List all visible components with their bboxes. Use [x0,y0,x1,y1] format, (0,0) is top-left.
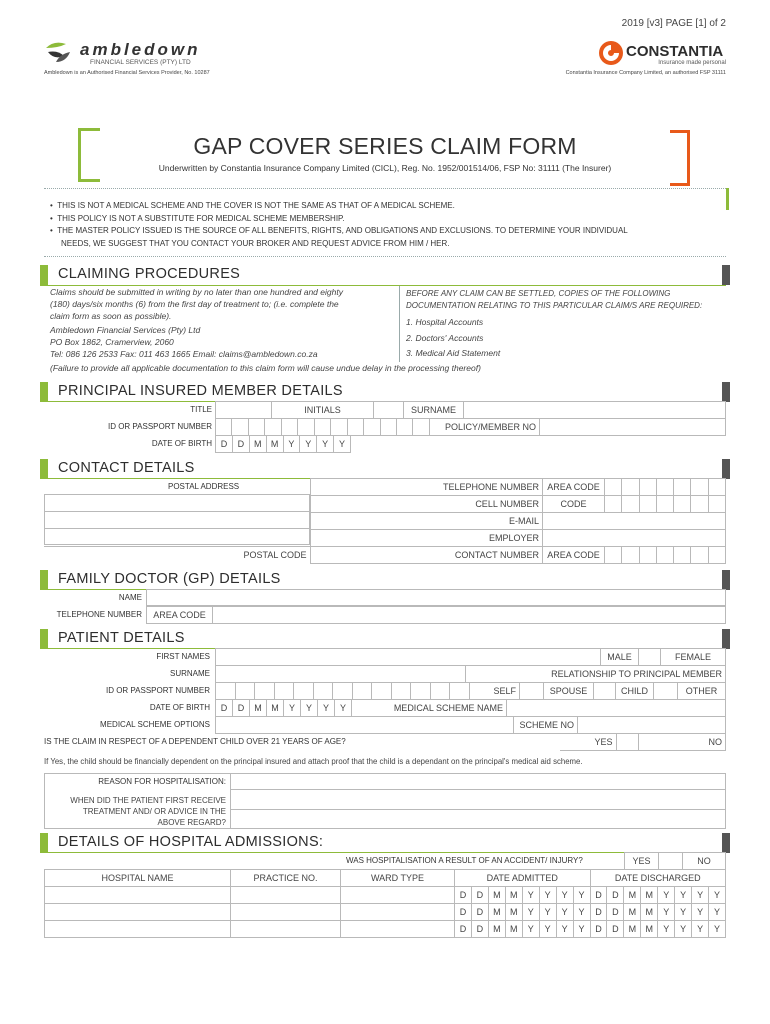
hospital-row [45,904,726,921]
admit-date-cell[interactable]: Y [556,921,573,938]
constantia-fsp: Constantia Insurance Company Limited, an authorised FSP 31111 [565,70,726,76]
tel-digit[interactable] [605,479,622,496]
admit-date-cell[interactable]: Y [573,904,590,921]
dob-cell[interactable]: Y [318,700,335,717]
discharge-date-cell[interactable]: D [590,887,607,904]
postal-line [44,511,310,512]
ambledown-name: ambledown [80,40,201,59]
hospital-name-input[interactable] [45,887,231,904]
principal-id-label: ID OR PASSPORT NUMBER [107,422,212,431]
male-checkbox[interactable] [639,649,661,666]
other-label: OTHER [678,683,726,700]
claiming-divider-vert [399,286,400,362]
patient-surname-input[interactable] [216,666,466,683]
patient-bar [40,629,48,649]
hospital-header-row [45,870,726,887]
admit-date-cell[interactable]: D [455,887,472,904]
id-digit[interactable] [364,419,380,436]
gp-tel-input[interactable] [213,607,726,624]
contact-digit[interactable] [674,547,691,564]
discharge-date-cell[interactable]: M [624,921,641,938]
cell-digit[interactable] [605,496,622,513]
accident-no-label: NO [683,853,726,870]
initials-input[interactable] [374,402,404,419]
discharge-date-cell[interactable]: Y [692,921,709,938]
id-digit[interactable] [294,683,314,700]
notice-divider-top [44,188,726,189]
practice-no-input[interactable] [231,904,341,921]
gp-title: FAMILY DOCTOR (GP) DETAILS [58,571,281,587]
id-digit[interactable] [391,683,411,700]
practice-no-input[interactable] [231,887,341,904]
dependent-row [560,733,726,751]
ward-type-input[interactable] [341,921,455,938]
postal-address-box[interactable] [44,494,310,545]
notice-divider-bottom [44,256,726,257]
postal-address-label: POSTAL ADDRESS [168,482,240,491]
id-digit[interactable] [314,419,330,436]
surname-row [215,665,726,683]
discharge-date-cell[interactable]: D [607,887,624,904]
spouse-checkbox[interactable] [594,683,616,700]
spouse-label: SPOUSE [544,683,594,700]
id-digit[interactable] [430,683,450,700]
surname-input[interactable] [464,402,726,419]
admit-date-cell[interactable]: Y [522,904,539,921]
policy-input[interactable] [540,419,726,436]
dob-cell[interactable]: Y [284,700,301,717]
tel-digit[interactable] [691,479,708,496]
first-names-row [215,648,726,666]
tel-digit[interactable] [674,479,691,496]
male-label: MALE [601,649,639,666]
admit-date-cell[interactable]: Y [539,904,556,921]
id-digit[interactable] [274,683,294,700]
principal-bar [40,382,48,402]
ambledown-leaf-icon [44,40,72,66]
admit-date-cell[interactable]: Y [522,887,539,904]
date-discharged-header: DATE DISCHARGED [590,870,726,887]
contact-digit[interactable] [605,547,622,564]
ambledown-subtitle: FINANCIAL SERVICES (PTY) LTD [90,59,191,66]
policy-label: POLICY/MEMBER NO [430,419,540,436]
initials-label: INITIALS [272,402,374,419]
discharge-date-cell[interactable]: D [607,921,624,938]
principal-dob-row[interactable] [215,435,351,453]
self-checkbox[interactable] [520,683,544,700]
gp-bar [40,570,48,590]
patient-right-cap [722,629,730,649]
admit-date-cell[interactable]: D [471,904,488,921]
contact-area-code[interactable]: AREA CODE [543,547,605,564]
form-title: GAP COVER SERIES CLAIM FORM [193,133,577,159]
first-names-label: FIRST NAMES [156,652,210,661]
admit-date-cell[interactable]: M [505,887,522,904]
when-line [230,809,726,810]
id-digit[interactable] [248,419,264,436]
scheme-name-label: MEDICAL SCHEME NAME [352,700,507,717]
cell-digit[interactable] [639,496,656,513]
constantia-name: CONSTANTIA [626,43,724,60]
contact-digit[interactable] [691,547,708,564]
id-digit[interactable] [265,419,281,436]
ward-type-input[interactable] [341,904,455,921]
employer-input[interactable] [543,530,726,547]
accident-yes-checkbox[interactable] [659,853,683,870]
admit-date-cell[interactable]: Y [556,887,573,904]
claiming-docs [406,315,500,362]
doc-doctors: 2. Doctors' Accounts [406,332,484,343]
dob-cell[interactable]: M [249,436,266,453]
postal-code-row [44,546,311,564]
admit-date-cell[interactable]: M [505,904,522,921]
cell-digit[interactable] [674,496,691,513]
constantia-logo [598,40,728,70]
discharge-date-cell[interactable]: M [641,904,658,921]
id-digit[interactable] [411,683,431,700]
principal-title-label: TITLE [190,405,212,414]
reason-label: REASON FOR HOSPITALISATION: [98,777,226,786]
female-label: FEMALE [661,649,726,666]
discharge-date-cell[interactable]: D [607,904,624,921]
claiming-failure-note: (Failure to provide all applicable documentation to this claim form will cause undue delay in the processing thereof) [50,363,481,373]
principal-right-cap [722,382,730,402]
telephone-area-code[interactable]: AREA CODE [543,479,605,496]
tel-digit[interactable] [639,479,656,496]
admit-date-cell[interactable]: Y [573,887,590,904]
discharge-date-cell[interactable]: M [624,887,641,904]
tel-digit[interactable] [622,479,639,496]
dob-cell[interactable]: Y [301,700,318,717]
constantia-swirl-icon [598,40,624,66]
telephone-label: TELEPHONE NUMBER [311,479,543,496]
admit-date-cell[interactable]: Y [556,904,573,921]
patient-dob-row [215,699,726,717]
first-names-input[interactable] [216,649,601,666]
discharge-date-cell[interactable]: Y [709,887,726,904]
discharge-date-cell[interactable]: Y [709,921,726,938]
claiming-right-cap [722,265,730,285]
relationship-label: RELATIONSHIP TO PRINCIPAL MEMBER [466,666,726,683]
discharge-date-cell[interactable]: Y [658,904,675,921]
id-digit[interactable] [333,683,353,700]
dependent-no-label: NO [638,734,726,751]
cell-digit[interactable] [708,496,725,513]
employer-label: EMPLOYER [311,530,543,547]
gp-telephone-label: TELEPHONE NUMBER [56,610,142,619]
discharge-date-cell[interactable]: Y [658,921,675,938]
discharge-date-cell[interactable]: Y [675,887,692,904]
gp-right-cap [722,570,730,590]
practice-no-input[interactable] [231,921,341,938]
hospital-name-input[interactable] [45,921,231,938]
patient-id-row [215,682,726,700]
id-digit[interactable] [352,683,372,700]
constantia-tagline: Insurance made personal [658,60,726,66]
hospital-bar [40,833,48,853]
id-digit[interactable] [281,419,297,436]
dob-cell[interactable]: M [250,700,267,717]
gp-name-input[interactable] [146,589,726,606]
discharge-date-cell[interactable]: D [590,904,607,921]
discharge-date-cell[interactable]: M [641,921,658,938]
principal-dob-label: DATE OF BIRTH [151,439,212,448]
id-digit[interactable] [216,419,232,436]
when-label-block: WHEN DID THE PATIENT FIRST RECEIVE TREATMENT AND/ OR ADVICE IN THE ABOVE REGARD? [70,796,226,827]
id-digit[interactable] [396,419,412,436]
doc-hospital: 1. Hospital Accounts [406,317,484,327]
hospital-name-header: HOSPITAL NAME [45,870,231,887]
dob-cell[interactable]: Y [317,436,334,453]
admit-date-cell[interactable]: D [471,921,488,938]
admit-date-cell[interactable]: Y [573,921,590,938]
id-digit[interactable] [347,419,363,436]
contact-digit[interactable] [639,547,656,564]
patient-title: PATIENT DETAILS [58,630,185,646]
dob-cell[interactable]: M [267,700,284,717]
discharge-date-cell[interactable]: Y [709,904,726,921]
contact-digit[interactable] [656,547,673,564]
hospital-row [45,921,726,938]
child-label: CHILD [616,683,654,700]
id-digit[interactable] [235,683,255,700]
id-digit[interactable] [380,419,396,436]
dob-cell[interactable]: Y [300,436,317,453]
claiming-bar [40,265,48,285]
dependent-note: If Yes, the child should be financially dependent on the principal insured and attach proof that the child is a dependant on the principal's medical aid scheme. [44,757,583,766]
discharge-date-cell[interactable]: D [590,921,607,938]
patient-dob-label: DATE OF BIRTH [149,703,210,712]
cell-label: CELL NUMBER [311,496,543,513]
scheme-no-input[interactable] [578,717,726,734]
ambledown-logo [44,40,214,74]
principal-id-row [215,418,726,436]
id-digit[interactable] [255,683,275,700]
admit-date-cell[interactable]: M [488,904,505,921]
id-digit[interactable] [313,683,333,700]
title-input[interactable] [216,402,272,419]
dob-cell[interactable]: D [233,700,250,717]
admit-date-cell[interactable]: D [455,921,472,938]
dob-cell[interactable]: D [216,436,233,453]
ward-type-header: WARD TYPE [341,870,455,887]
claiming-left-text: Claims should be submitted in writing by no later than one hundred and eighty (180) days/six months (6) from the first day of treatment to; (i.e. complete the claim form as soon as possible). [50,287,343,321]
email-label: E-MAIL [311,513,543,530]
dob-cell[interactable]: D [216,700,233,717]
gp-name-label: NAME [118,593,142,602]
contact-number-label: CONTACT NUMBER [311,547,543,564]
dependent-question: IS THE CLAIM IN RESPECT OF A DEPENDENT CHILD OVER 21 YEARS OF AGE? [44,737,346,746]
contact-digit[interactable] [708,547,725,564]
notice-2: • THIS POLICY IS NOT A SUBSTITUTE FOR MEDICAL SCHEME MEMBERSHIP. [50,213,345,223]
discharge-date-cell[interactable]: M [624,904,641,921]
patient-id-label: ID OR PASSPORT NUMBER [105,686,210,695]
notice-1: • THIS IS NOT A MEDICAL SCHEME AND THE COVER IS NOT THE SAME AS THAT OF A MEDICAL SCHEME. [50,201,455,210]
dob-cell[interactable]: D [232,436,249,453]
contact-bar [40,459,48,479]
scheme-options-label: MEDICAL SCHEME OPTIONS [100,720,210,729]
scheme-options-row [215,716,726,734]
surname-label: SURNAME [404,402,464,419]
id-digit[interactable] [298,419,314,436]
hospital-title: DETAILS OF HOSPITAL ADMISSIONS: [58,834,324,850]
contact-right-cap [722,459,730,479]
page-info: 2019 [v3] PAGE [1] of 2 [621,18,726,29]
discharge-date-cell[interactable]: Y [675,904,692,921]
scheme-name-input[interactable] [507,700,726,717]
admit-date-cell[interactable]: M [488,921,505,938]
discharge-date-cell[interactable]: Y [692,904,709,921]
contact-digit[interactable] [622,547,639,564]
id-digit[interactable] [372,683,392,700]
dob-cell[interactable]: Y [335,700,352,717]
claiming-title: CLAIMING PROCEDURES [58,266,241,282]
notice-3: • THE MASTER POLICY ISSUED IS THE SOURCE OF ALL BENEFITS, RIGHTS, AND OBLIGATIONS AND EXCLUSIONS. TO DETERMINE YOUR INDIVIDUAL [50,226,628,235]
id-digit[interactable] [413,419,430,436]
accident-row [624,852,726,870]
gp-telephone-row [146,606,726,624]
cell-digit[interactable] [622,496,639,513]
date-admitted-header: DATE ADMITTED [455,870,591,887]
self-label: SELF [470,683,520,700]
admit-date-cell[interactable]: D [471,887,488,904]
admit-date-cell[interactable]: Y [522,921,539,938]
hospital-table [44,869,726,938]
dob-cell[interactable]: Y [334,436,351,453]
dependent-yes-checkbox[interactable] [616,734,638,751]
cell-digit[interactable] [656,496,673,513]
id-digit[interactable] [216,683,236,700]
email-input[interactable] [543,513,726,530]
accident-question: WAS HOSPITALISATION A RESULT OF AN ACCIDENT/ INJURY? [346,856,583,865]
cell-digit[interactable] [691,496,708,513]
discharge-date-cell[interactable]: Y [675,921,692,938]
discharge-date-cell[interactable]: M [641,887,658,904]
discharge-date-cell[interactable]: Y [658,887,675,904]
notices [50,200,730,250]
reason-input[interactable] [230,773,726,790]
notice-4: NEEDS, WE SUGGEST THAT YOU CONTACT YOUR BROKER AND REQUEST ADVICE FROM HIM / HER. [61,238,450,248]
child-checkbox[interactable] [654,683,678,700]
id-digit[interactable] [331,419,347,436]
admit-date-cell[interactable]: D [455,904,472,921]
hospital-right-cap [722,833,730,853]
gp-area-code[interactable]: AREA CODE [147,607,213,624]
accident-yes-label: YES [625,853,659,870]
tel-digit[interactable] [656,479,673,496]
tel-digit[interactable] [708,479,725,496]
contact-title: CONTACT DETAILS [58,460,195,476]
dob-cell[interactable]: Y [283,436,300,453]
postal-code-label: POSTAL CODE [44,547,310,564]
principal-title: PRINCIPAL INSURED MEMBER DETAILS [58,383,343,399]
discharge-date-cell[interactable]: Y [692,887,709,904]
principal-name-row [215,401,726,419]
claiming-address: Ambledown Financial Services (Pty) Ltd PO Box 1862, Cramerview, 2060 Tel: 086 126 2533 Fax: 011 463 1665 Email: claims@ambledown.co.za [50,325,318,359]
id-digit[interactable] [450,683,470,700]
practice-no-header: PRACTICE NO. [231,870,341,887]
cell-code[interactable]: CODE [543,496,605,513]
postal-line [44,528,310,529]
scheme-no-label: SCHEME NO [514,717,578,734]
contact-right-table [310,478,726,564]
patient-surname-label: SURNAME [169,669,210,678]
ambledown-fsp: Ambledown is an Authorised Financial Services Provider, No. 10287 [44,70,210,76]
doc-medical-aid: 3. Medical Aid Statement [406,348,501,358]
id-digit[interactable] [232,419,248,436]
form-subtitle: Underwritten by Constantia Insurance Company Limited (CICL), Reg. No. 1952/001514/06, FSP No: 31111 (The Insurer) [158,163,612,173]
ward-type-input[interactable] [341,887,455,904]
claiming-right-text: BEFORE ANY CLAIM CAN BE SETTLED, COPIES OF THE FOLLOWING DOCUMENTATION RELATING TO THIS PARTICULAR CLAIM/S ARE REQUIRED: [406,289,703,310]
scheme-options-input[interactable] [216,717,514,734]
admit-date-cell[interactable]: M [505,921,522,938]
dob-cell[interactable]: M [266,436,283,453]
hospital-row [45,887,726,904]
dependent-yes-label: YES [560,734,616,751]
hospital-name-input[interactable] [45,904,231,921]
admit-date-cell[interactable]: Y [539,921,556,938]
admit-date-cell[interactable]: Y [539,887,556,904]
admit-date-cell[interactable]: M [488,887,505,904]
